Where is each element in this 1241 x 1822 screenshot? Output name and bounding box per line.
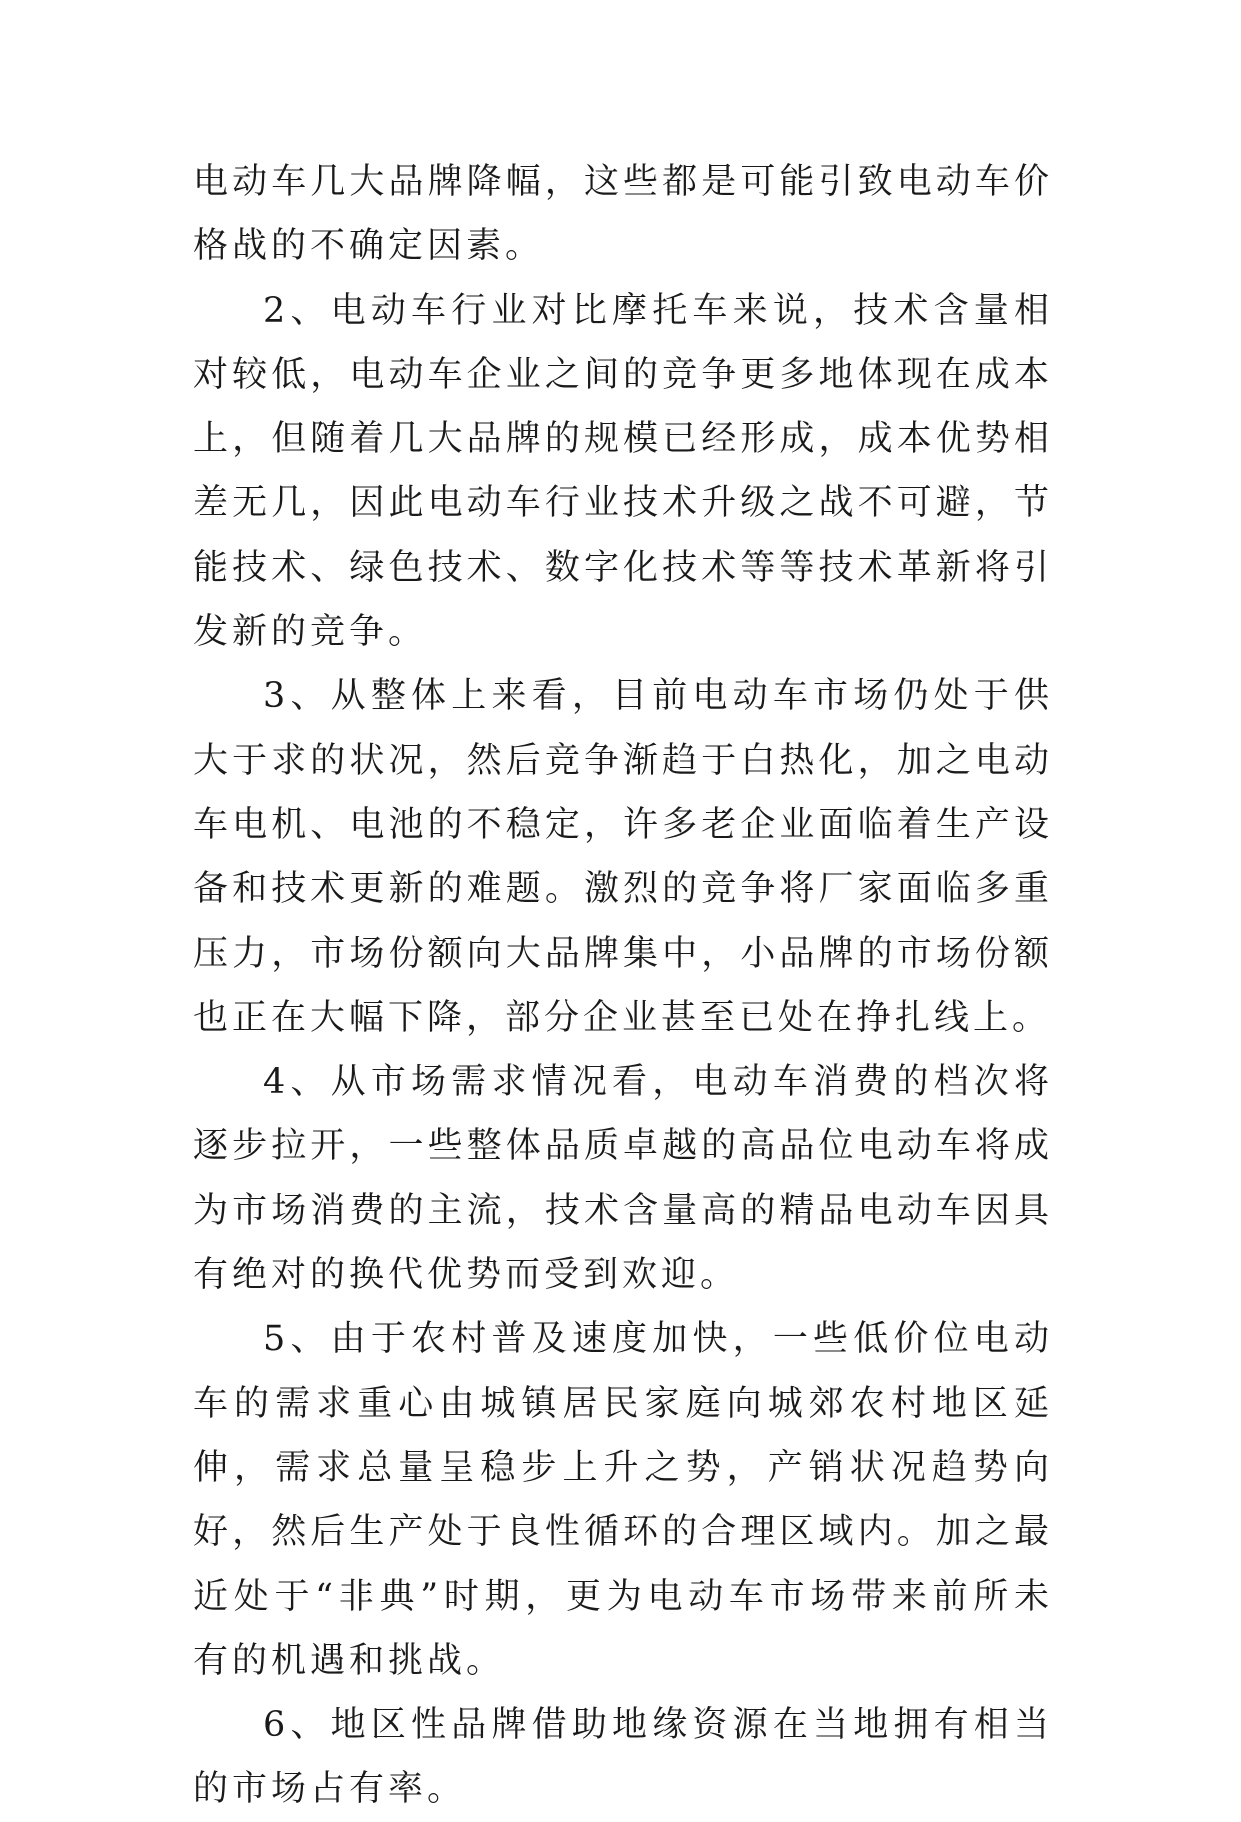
- paragraph-point-6: 6、地区性品牌借助地缘资源在当地拥有相当的市场占有率。: [193, 1705, 1053, 1810]
- paragraph-point-5: 5、由于农村普及速度加快，一些低价位电动车的需求重心由城镇居民家庭向城郊农村地区延伸，需求总量呈稳步上升之势，产销状况趋势向好，然后生产处于良性循环的合理区域内。加之最近处于“非典”时期，更为电动车市场带来前所未有的机遇和挑战。: [193, 1319, 1053, 1681]
- paragraph-continuation: 电动车几大品牌降幅，这些都是可能引致电动车价格战的不确定因素。: [193, 162, 1053, 267]
- paragraph-point-3: 3、从整体上来看，目前电动车市场仍处于供大于求的状况，然后竞争渐趋于白热化，加之电动车电机、电池的不稳定，许多老企业面临着生产设备和技术更新的难题。激烈的竞争将厂家面临多重压力，市场份额向大品牌集中，小品牌的市场份额也正在大幅下降，部分企业甚至已处在挣扎线上。: [193, 676, 1053, 1038]
- paragraph-point-4: 4、从市场需求情况看，电动车消费的档次将逐步拉开，一些整体品质卓越的高品位电动车将成为市场消费的主流，技术含量高的精品电动车因具有绝对的换代优势而受到欢迎。: [193, 1062, 1053, 1296]
- paragraph-point-2: 2、电动车行业对比摩托车来说，技术含量相对较低，电动车企业之间的竞争更多地体现在成本上，但随着几大品牌的规模已经形成，成本优势相差无几，因此电动车行业技术升级之战不可避，节能技术、绿色技术、数字化技术等等技术革新将引发新的竞争。: [193, 290, 1053, 653]
- document-body: [193, 150, 1053, 1822]
